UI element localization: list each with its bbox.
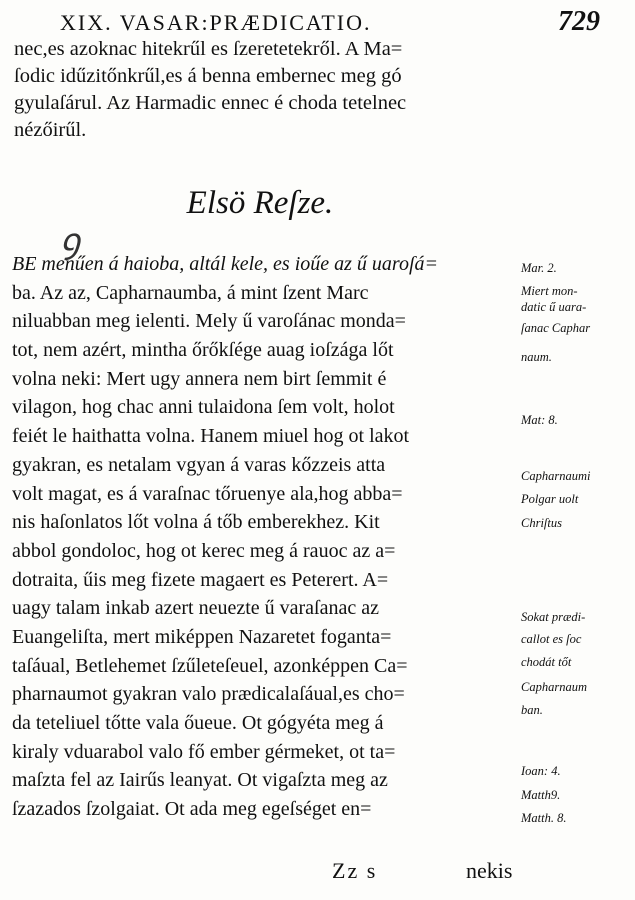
margin-note: Matth. 8. bbox=[521, 811, 567, 825]
text-line: nézőirűl. bbox=[14, 119, 87, 141]
margin-note: chodát tőt bbox=[521, 655, 572, 669]
text-line: ſzazados ſzolgaiat. Ot ada meg egeſséget en= bbox=[12, 798, 372, 821]
text-line: tot, nem azért, mintha őrőkſége auag ioſzága lőt bbox=[12, 339, 394, 362]
text-line: pharnaumot gyakran valo prædicalaſáual,es cho= bbox=[12, 683, 405, 706]
text-line: kiraly vduarabol valo fő ember gérmeket, ot ta= bbox=[12, 740, 396, 763]
main-paragraph bbox=[12, 250, 524, 824]
text-line: abbol gondoloc, hog ot kerec meg á rauoc az a= bbox=[12, 539, 396, 562]
ink-mark-icon: ꝯ bbox=[60, 223, 80, 260]
text-line: feiét le haithatta volna. Hanem miuel hog ot lakot bbox=[12, 425, 410, 448]
text-line: ba. Az az, Capharnaumba, á mint ſzent Marc bbox=[12, 281, 369, 304]
margin-note: Capharnaumi bbox=[521, 469, 591, 483]
text-line: vilagon, hog chac anni tulaidona ſem volt, holot bbox=[12, 396, 395, 419]
margin-note: datic ű uara- bbox=[521, 300, 587, 314]
text-line: da teteliuel tőtte vala őueue. Ot gógyéta meg á bbox=[12, 712, 384, 734]
text-line: gyulaſárul. Az Harmadic ennec é choda tetelnec bbox=[14, 92, 407, 114]
text-line: maſzta fel az Iairűs leanyat. Ot vigaſzta meg az bbox=[12, 769, 388, 792]
margin-note: Mar. 2. bbox=[521, 261, 557, 275]
text-line: uagy talam inkab azert neuezte ű varaſanac az bbox=[12, 597, 380, 620]
margin-note: ban. bbox=[521, 703, 543, 717]
text-line: gyakran, es netalam vgyan á varas kőzzeis atta bbox=[12, 453, 386, 476]
margin-note: Ioan: 4. bbox=[521, 764, 561, 778]
text-line: dotraita, űis meg fizete magaert es Peterert. A= bbox=[12, 568, 389, 591]
margin-note: Matth9. bbox=[521, 788, 561, 802]
catchword: nekis bbox=[466, 858, 513, 883]
margin-note: callot es ſoc bbox=[521, 632, 582, 646]
text-line: volt magat, es á varaſnac tőruenye ala,hog abba= bbox=[12, 482, 403, 505]
text-line: BE menűen á haioba, altál kele, es ioűe az ű uaroſá= bbox=[12, 253, 439, 275]
margin-note: Miert mon- bbox=[521, 284, 578, 298]
section-heading: Elsö Reſze. bbox=[186, 185, 334, 221]
margin-note: Polgar uolt bbox=[521, 492, 579, 506]
text-line: nec,es azoknac hitekrűl es ſzeretetekről. A Ma= bbox=[14, 38, 403, 60]
text-line: ſodic idűzitőnkrűl,es á benna embernec meg gó bbox=[14, 65, 402, 87]
running-title: XIX. VASAR:PRÆDICATIO. bbox=[60, 10, 372, 35]
margin-note: ſanac Caphar bbox=[521, 321, 591, 335]
intro-paragraph bbox=[14, 36, 522, 144]
text-line: taſáual, Betlehemet ſzűleteſeuel, azonképpen Ca= bbox=[12, 654, 408, 677]
text-line: nis haſonlatos lőt volna á tőb emberekhez. Kit bbox=[12, 511, 380, 534]
running-header bbox=[60, 6, 600, 40]
page-footer bbox=[0, 858, 635, 888]
text-line: volna neki: Mert ugy annera nem birt ſemmit é bbox=[12, 367, 387, 390]
margin-note: naum. bbox=[521, 350, 552, 364]
text-line: Euangeliſta, mert miképpen Nazaretet foganta= bbox=[12, 625, 392, 648]
margin-note: Capharnaum bbox=[521, 680, 587, 694]
margin-note: Mat: 8. bbox=[521, 413, 558, 427]
margin-note: Chriſtus bbox=[521, 516, 562, 530]
text-line: niluabban meg ielenti. Mely ű varoſánac monda= bbox=[12, 310, 406, 333]
page-number: 729 bbox=[558, 6, 600, 37]
signature-mark: Zz s bbox=[332, 858, 378, 883]
margin-note: Sokat prædi- bbox=[521, 610, 586, 624]
